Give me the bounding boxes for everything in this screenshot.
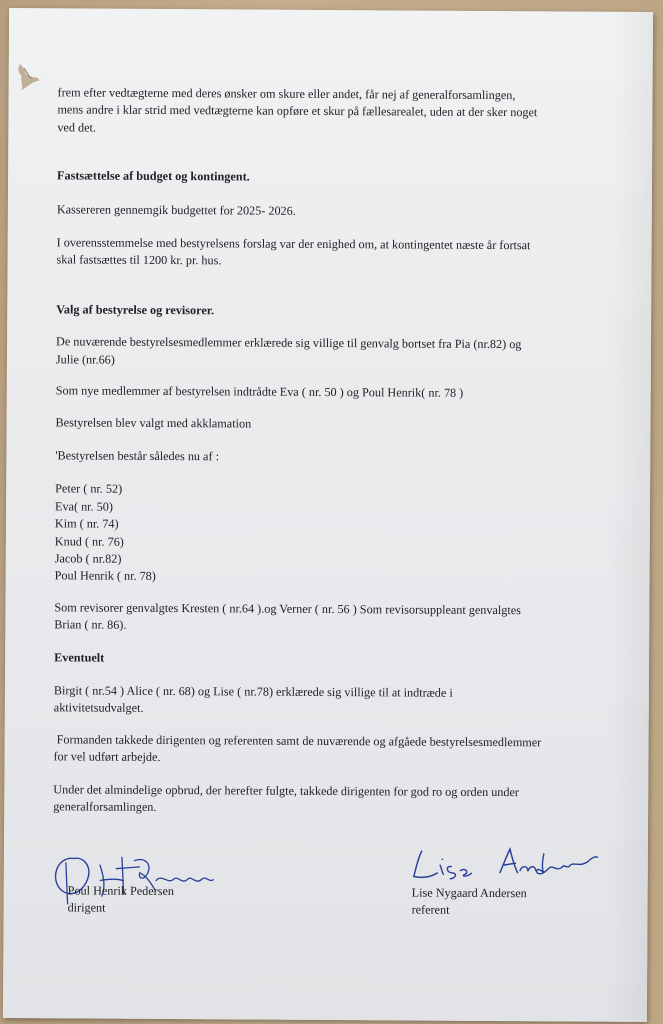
text-line: mens andre i klar strid med vedtægterne kan opføre et skur på fællesarealet, uden at der sker noget [57,102,538,120]
budget-paragraph: Kassereren gennemgik budgettet for 2025- 2026. [56,201,296,218]
budget-heading: Fastsættelse af budget og kontingent. [57,168,250,184]
text-line: Birgit ( nr.54 ) Alice ( nr. 68) og Lise ( nr.78) erklærede sig villige til at indtræde i [53,683,453,700]
document-page [3,8,653,1022]
list-item: Kim ( nr. 74) [54,516,119,531]
right-signer-block [412,885,527,920]
left-signer-role: dirigent [67,900,106,915]
acclamation-paragraph: Bestyrelsen blev valgt med akklamation [55,415,252,431]
list-item: Eva( nr. 50) [55,499,113,514]
board-intro-paragraph: 'Bestyrelsen består således nu af : [55,448,220,464]
left-signer-name: Poul Henrik Pedersen [67,883,175,899]
thanks-paragraph [53,731,613,769]
right-signer-role: referent [411,902,450,917]
list-item: Peter ( nr. 52) [55,481,123,497]
list-item: Poul Henrik ( nr. 78) [54,568,156,584]
text-line: Brian ( nr. 86). [54,617,127,632]
signature-block [3,846,647,930]
text-line: Under det almindelige opbrud, der herefter fulgte, takkede dirigenten for god ro og orden under [53,781,520,799]
text-line: aktivitetsudvalget. [53,700,144,716]
text-line: generalforsamlingen. [53,799,157,814]
intro-paragraph [57,84,617,140]
auditors-paragraph [54,599,614,637]
text-line: frem efter vedtægterne med deres ønsker om skure eller andet, får nej af generalforsamlingen, [57,85,516,103]
election-heading: Valg af bestyrelse og revisorer. [56,302,215,318]
closing-paragraph [53,781,613,819]
list-item: Knud ( nr. 76) [54,533,124,549]
text-line: ved det. [57,120,96,135]
board-member-list [55,481,616,589]
paper-tear-mark [16,62,42,92]
text-line: De nuværende bestyrelsesmedlemmer erklærede sig villige til genvalg bortset fra Pia (nr.82) og [56,334,522,352]
new-members-paragraph: Som nye medlemmer af bestyrelsen indtrådte Eva ( nr. 50 ) og Poul Henrik( nr. 78 ) [55,383,464,400]
reelection-paragraph [56,334,616,372]
text-line: skal fastsættes til 1200 kr. pr. hus. [56,252,222,268]
text-line: for vel udført arbejde. [53,749,161,765]
text-line: Formanden takkede dirigenten og referenten samt de nuværende og afgåede bestyrelsesmedlemmer [53,732,542,750]
text-line: Julie (nr.66) [55,351,115,367]
fee-paragraph [56,234,616,272]
right-signer-name: Lise Nygaard Andersen [411,885,527,901]
document-body [53,84,617,819]
left-signer-block [68,882,175,917]
text-line: Som revisorer genvalgtes Kresten ( nr.64 ).og Verner ( nr. 56 ) Som revisorsuppleant genvalgtes [54,600,521,617]
right-handwritten-signature [404,842,604,887]
activity-committee-paragraph [54,682,614,720]
misc-heading: Eventuelt [54,649,105,665]
list-item: Jacob ( nr.82) [54,551,122,566]
text-line: I overensstemmelse med bestyrelsens forslag var der enighed om, at kontingentet næste år fortsat [56,235,531,253]
